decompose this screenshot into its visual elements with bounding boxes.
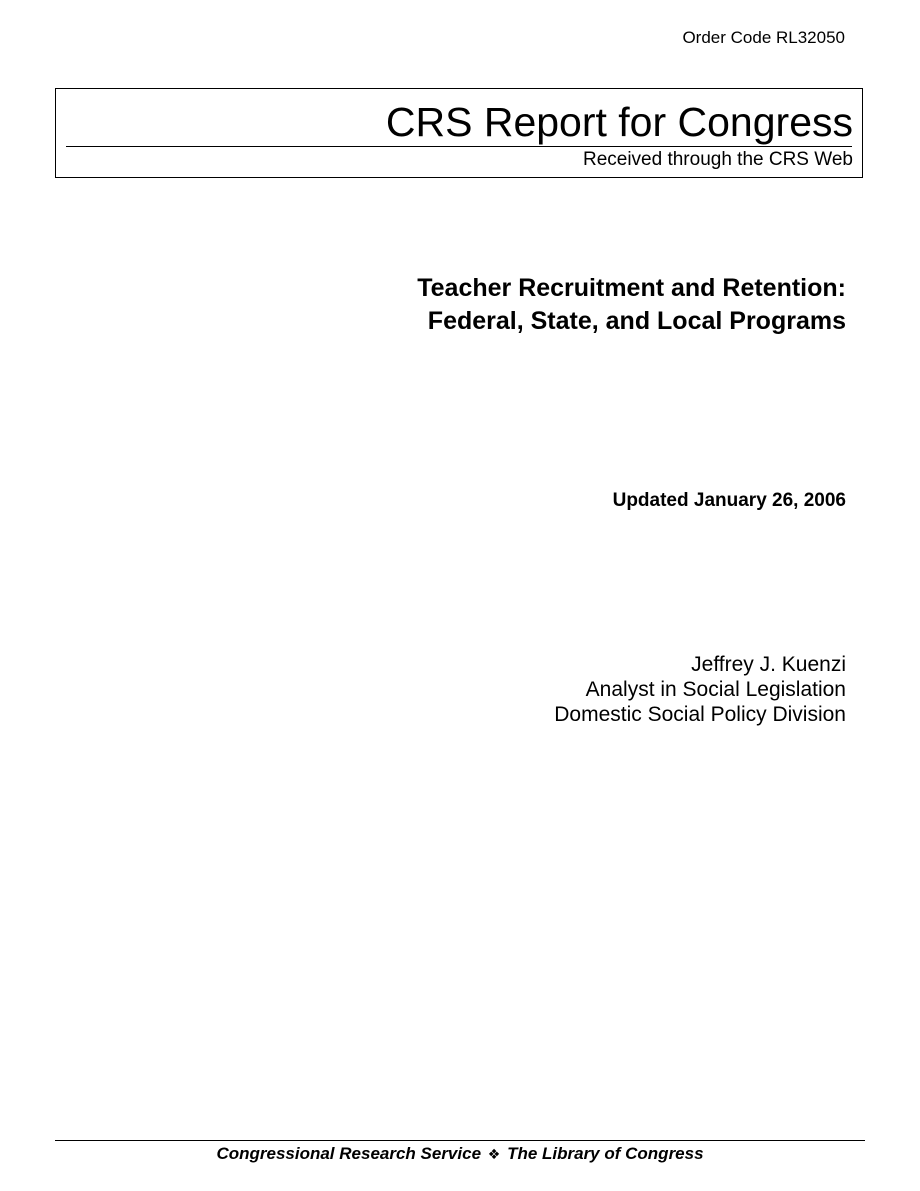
- diamond-ornament-icon: ❖: [487, 1147, 501, 1163]
- author-name: Jeffrey J. Kuenzi: [691, 653, 846, 676]
- footer: [55, 1144, 865, 1165]
- header-divider: [66, 146, 852, 147]
- updated-date: Updated January 26, 2006: [612, 490, 846, 511]
- footer-divider: [55, 1140, 865, 1141]
- author-division: Domestic Social Policy Division: [554, 703, 846, 726]
- footer-org: Congressional Research Service: [216, 1144, 482, 1163]
- report-series-title: CRS Report for Congress: [385, 99, 853, 145]
- author-block: [554, 652, 846, 727]
- report-title-line-2: Federal, State, and Local Programs: [427, 307, 846, 335]
- report-header-box: [55, 88, 863, 178]
- footer-library: The Library of Congress: [507, 1144, 704, 1163]
- report-title-line-1: Teacher Recruitment and Retention:: [417, 274, 846, 302]
- report-title: [417, 272, 846, 338]
- author-role: Analyst in Social Legislation: [585, 678, 846, 701]
- report-series-subtitle: Received through the CRS Web: [582, 149, 853, 170]
- order-code: Order Code RL32050: [682, 28, 845, 47]
